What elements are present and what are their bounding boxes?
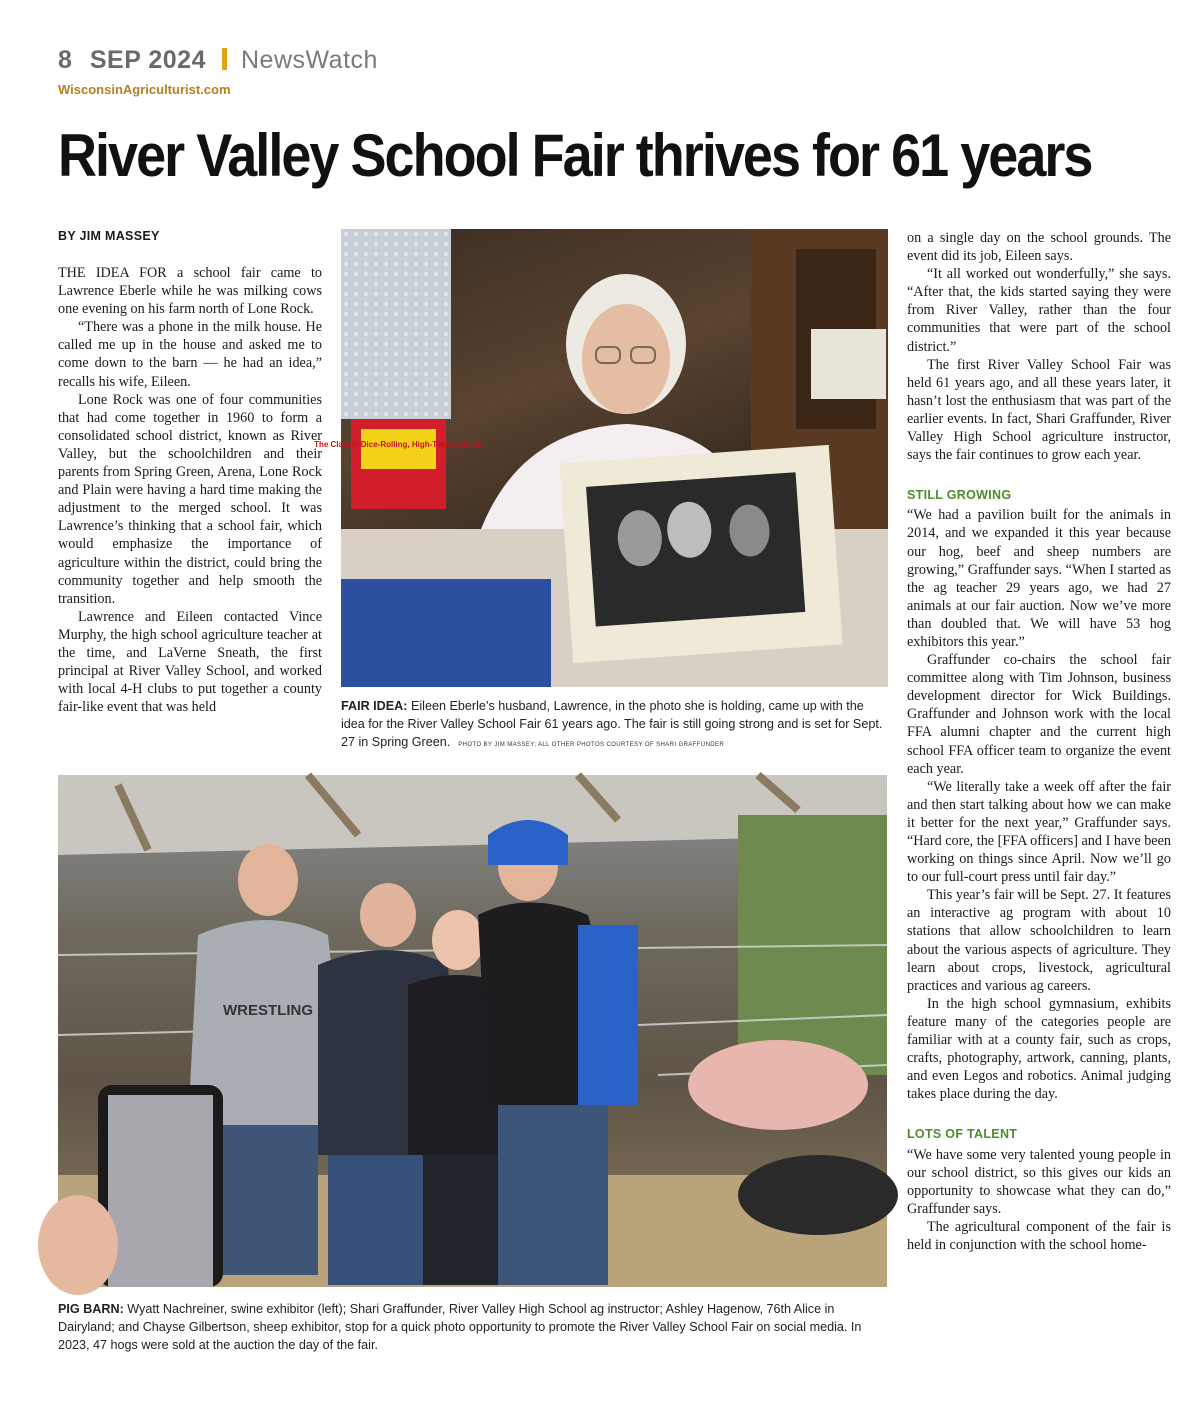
paragraph: The agricultural component of the fair is held in conjunction with the school home- [907,1218,1171,1253]
section-name: NewsWatch [241,46,378,74]
paragraph: “We literally take a week off after the fair and then start talking about how we can make it better for the next year,” Graffunder says. “Hard core, the [FFA officers] and I have been working on things since April. Now we’ll go to our full-court press until fair day.” [907,778,1171,886]
page-number: 8 [58,46,73,74]
headline: River Valley School Fair thrives for 61 years [58,122,1092,189]
byline: BY JIM MASSEY [58,229,160,243]
paragraph: “It all worked out wonderfully,” she says. “After that, the kids started saying they were from River Valley, rather than the four communities that were part of the school district.” [907,266,1171,355]
caption-fair-idea [341,697,886,754]
caption-text: Wyatt Nachreiner, swine exhibitor (left); Shari Graffunder, River Valley High School ag instructor; Ashley Hagenow, 76th Alice in Dairyland; and Chayse Gilbertson, sheep exhibitor, stop for a quick photo opportunity to promote the River Valley School Fair on social media. In 2023, 47 hogs were sold at the auction the day of the fair. [58,1302,862,1352]
caption-text: Eileen Eberle’s husband, Lawrence, in the photo she is holding, came up with the idea for the River Valley School Fair 61 years ago. The fair is still going strong and is set for Sept. 27 in Spring Green. [341,699,883,749]
subhead-lots-of-talent: LOTS OF TALENT [907,1127,1018,1142]
photo-fair-idea [314,229,888,687]
paragraph: In the high school gymnasium, exhibits feature many of the categories people are familiar with at a county fair, such as crops, crafts, photography, artwork, canning, plants, and even Legos and robotics. Animal judging takes place during the day. [907,995,1171,1103]
caption-pig-barn [58,1300,888,1354]
article-column-1 [58,264,322,716]
lead-in: THE IDEA FOR [58,265,167,281]
paragraph: “There was a phone in the milk house. He called me up in the house and asked me to come down to the barn — he had an idea,” recalls his wife, Eileen. [58,319,322,390]
pig-black [738,1155,898,1235]
issue-date: SEP 2024 [89,46,206,74]
caption-label: FAIR IDEA: [341,699,408,713]
folio [58,46,378,75]
woman-face [582,304,670,414]
paragraph: THE IDEA FOR a school fair came to Lawrence Eberle while he was milking cows one evening on his farm north of Lone Rock. [58,265,322,318]
subhead-still-growing: STILL GROWING [907,488,1012,503]
paragraph: The first River Valley School Fair was held 61 years ago, and all these years later, it hasn’t lost the enthusiasm that was part of the earlier events. In fact, Shari Graffunder, River Valley High School agriculture instructor, says the fair continues to grow each year. [907,356,1171,464]
shirt-text: WRESTLING [223,1002,313,1019]
caption-label: PIG BARN: [58,1302,124,1316]
pig [688,1040,868,1130]
paragraph: Graffunder co-chairs the school fair committee along with Tim Johnson, business development director for Wick Buildings. Graffunder and Johnson work with the local FFA alumni chapter and the current high school FFA officer team to organize the event each year. [907,652,1171,777]
article-column-3 [907,229,1171,1254]
paragraph: Lone Rock was one of four communities that had come together in 1960 to form a consolidated school district, known as River Valley, but the schoolchildren and their parents from Spring Green, Arena, Lone Rock and Plain were having a hard time making the adjustment to the merged school. It was Lawrence’s thinking that a school fair, which would emphasize the importance of agriculture within the district, could bring the community together and help smooth the transition. [58,391,322,607]
photo-pig-barn [58,775,887,1287]
paragraph: This year’s fair will be Sept. 27. It features an interactive ag program with about 10 stations that allow schoolchildren to learn about the various aspects of agriculture. They learn about crops, livestock, agricultural practices and various ag careers. [907,887,1171,994]
site-url[interactable]: WisconsinAgriculturist.com [58,82,231,97]
folio-divider [222,48,227,70]
photo-credit: PHOTO BY JIM MASSEY; ALL OTHER PHOTOS COURTESY OF SHARI GRAFFUNDER [458,742,725,748]
photo-pig-barn-illustration [58,775,887,1287]
game-box-title: The Classic Dice-Rolling, High-Taking Game [314,440,482,449]
paragraph: on a single day on the school grounds. The event did its job, Eileen says. [907,230,1171,265]
paragraph: Lawrence and Eileen contacted Vince Murphy, the high school agriculture teacher at the time, and LaVerne Sneath, the first principal at River Valley School, and worked with local 4-H clubs to put together a county fair-like event that was held [58,608,322,716]
paragraph: “We have some very talented young people in our school district, so this gives our kids an opportunity to showcase what they can do,” Graffunder says. [907,1146,1171,1217]
paragraph: “We had a pavilion built for the animals in 2014, and we expanded it this year because our hog, beef and sheep numbers are growing,” Graffunder says. “When I started as the ag teacher 29 years ago, we had 27 animals at our fair auction. Now we’ve more than doubled that. We will have 53 hog exhibitors this year.” [907,507,1171,650]
photo-fair-idea-illustration [314,229,888,687]
